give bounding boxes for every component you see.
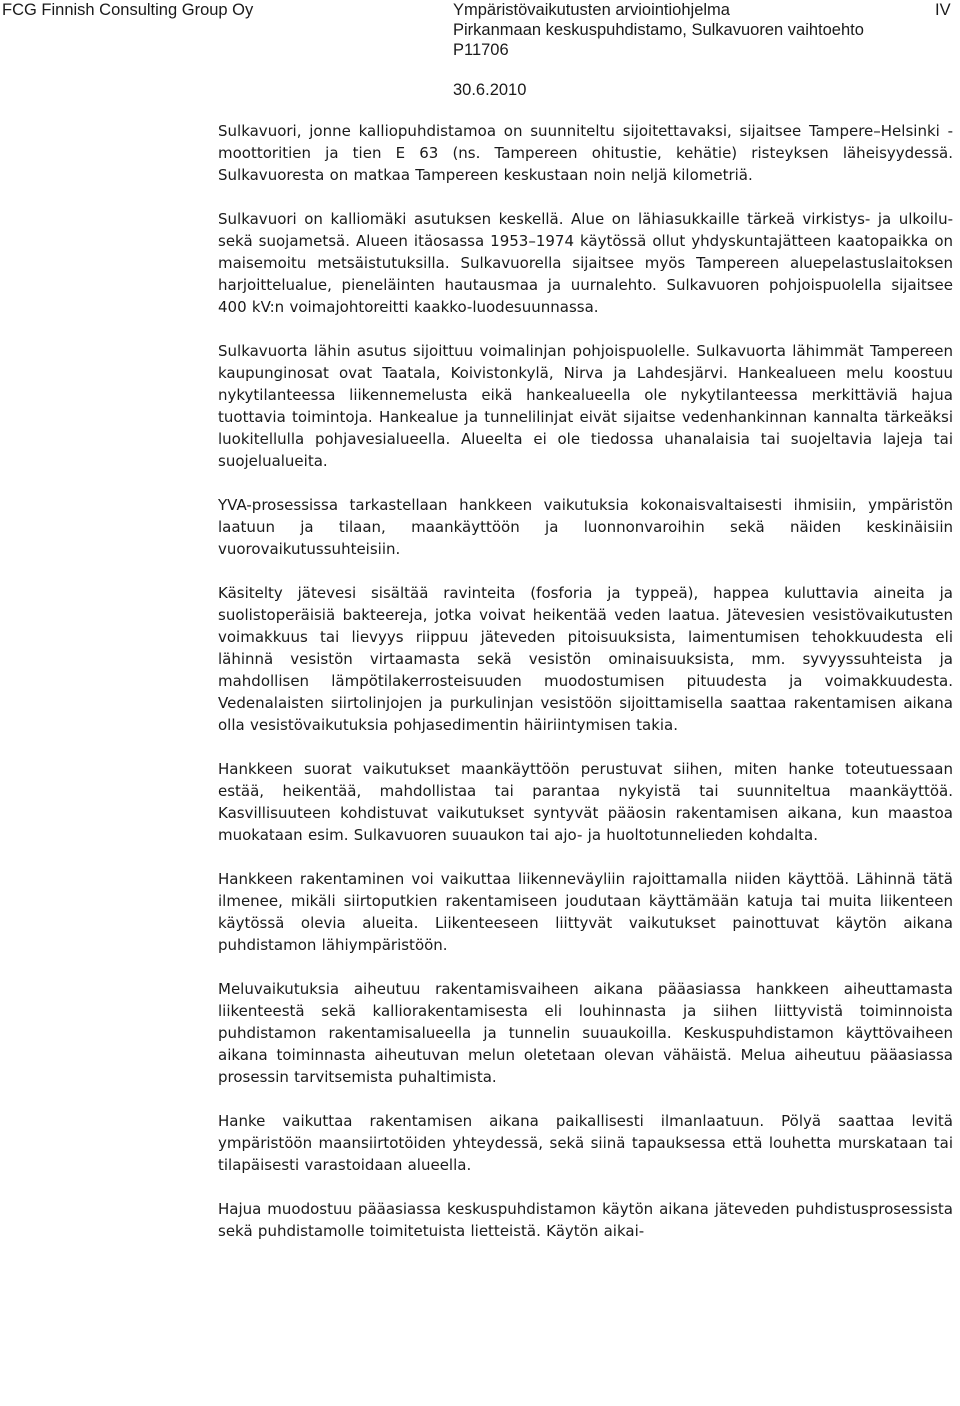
document-meta <box>453 0 864 60</box>
project-name: Pirkanmaan keskuspuhdistamo, Sulkavuoren vaihtoehto <box>453 21 864 39</box>
paragraph-wastewater-effects: Käsitelty jätevesi sisältää ravinteita (fosforia ja typpeä), happea kuluttavia aineita ja suolistoperäisiä bakteereja, jotka voivat heikentää veden laatua. Jätevesien vesistövaikutusten voimakkuus tai lievyys riippuu jäteveden pitoisuuksista, laimentumisen tehokkuudesta eli lähinnä vesistön virtaamasta sekä vesistön ominaisuuksista, mm. syvyyssuhteista ja mahdollisen lämpötilakerrosteisuuden muodostumisen pituudesta ja voimakkuudesta. Vedenalaisten siirtolinjojen ja purkulinjan vesistöön sijoittamisella saattaa rakentamisen aikana olla vesistövaikutuksia pohjasedimentin häiriintymisen takia. <box>218 584 953 734</box>
paragraph-location: Sulkavuori, jonne kalliopuhdistamoa on suunniteltu sijoitettavaksi, sijaitsee Tampere–Helsinki -moottoritien ja tien E 63 (ns. Tampereen ohitustie, kehätie) risteyksen läheisyydessä. Sulkavuoresta on matkaa Tampereen keskustaan noin neljä kilometriä. <box>218 122 953 184</box>
paragraph-sulkavuori-area: Sulkavuori on kalliomäki asutuksen keskellä. Alue on lähiasukkaille tärkeä virkistys- ja ulkoilu- sekä suojametsä. Alueen itäosassa 1953–1974 käytössä ollut yhdyskuntajätteen kaatopaikka on maisemoitu metsäistutuksilla. Sulkavuorella sijaitsee myös Tampereen aluepelastuslaitoksen harjoittelualue, pieneläinten hautausmaa ja uurnalehto. Sulkavuoren pohjoispuolella sijaitsee 400 kV:n voimajohtoreitti kaakko-luodesuunnassa. <box>218 210 953 316</box>
paragraph-traffic: Hankkeen rakentaminen voi vaikuttaa liikenneväyliin rajoittamalla niiden käyttöä. Lähinnä tätä ilmenee, mikäli siirtoputkien rakentamiseen joudutaan käyttämään katuja tai muita liikenteen käytössä olevia alueita. Liikenteeseen liittyvät vaikutukset painottuvat käytön aikana puhdistamon lähiympäristöön. <box>218 870 953 954</box>
paragraph-yva-process: YVA-prosessissa tarkastellaan hankkeen vaikutuksia kokonaisvaltaisesti ihmisiin, ympäristön laatuun ja tilaan, maankäyttöön ja luonnonvaroihin sekä näiden keskinäisiin vuorovaikutussuhteisiin. <box>218 496 953 558</box>
paragraph-land-use: Hankkeen suorat vaikutukset maankäyttöön perustuvat siihen, miten hanke toteutuessaan estää, heikentää, mahdollistaa tai parantaa nykyistä tai suunniteltua maankäyttöä. Kasvillisuuteen kohdistuvat vaikutukset syntyvät pääosin rakentamisen aikana, kun maastoa muokataan esim. Sulkavuoren suuaukon tai ajo- ja huoltotunnelieden kohdalta. <box>218 760 953 844</box>
company-name: FCG Finnish Consulting Group Oy <box>2 1 254 19</box>
paragraph-odour: Hajua muodostuu pääasiassa keskuspuhdistamon käytön aikana jäteveden puhdistusprosessista sekä puhdistamolle toimitetuista lietteistä. Käytön aikai- <box>218 1200 953 1240</box>
document-body <box>218 120 953 1264</box>
appendix-number: IV <box>935 1 951 19</box>
page-header <box>0 0 960 100</box>
project-code: P11706 <box>453 41 509 59</box>
document-date: 30.6.2010 <box>453 81 527 99</box>
paragraph-air-quality: Hanke vaikuttaa rakentamisen aikana paikallisesti ilmanlaatuun. Pölyä saattaa levitä ympäristöön maansiirtotöiden yhteydessä, sekä siinä tapauksessa että louhetta murskataan tai tilapäisesti varastoidaan alueella. <box>218 1112 953 1174</box>
document-title: Ympäristövaikutusten arviointiohjelma <box>453 1 730 19</box>
paragraph-noise: Meluvaikutuksia aiheutuu rakentamisvaiheen aikana pääasiassa hankkeen aiheuttamasta liikenteestä sekä kalliorakentamisesta eli louhinnasta ja siihen liittyvistä toiminnoista puhdistamon rakentamisalueella ja tunnelin suuaukoilla. Keskuspuhdistamon käyttövaiheen aikana toiminnasta aiheutuvan melun oletetaan olevan vähäistä. Melua aiheutuu pääasiassa prosessin tarvitsemista puhaltimista. <box>218 980 953 1086</box>
paragraph-nearby-settlement: Sulkavuorta lähin asutus sijoittuu voimalinjan pohjoispuolelle. Sulkavuorta lähimmät Tampereen kaupunginosat ovat Taatala, Koivistonkylä, Nirva ja Lahdesjärvi. Hankealueen melu koostuu nykytilanteessa liikennemelusta eikä hankealueella ole nykytilanteessa merkittäviä hajua tuottavia toimintoja. Hankealue ja tunnelilinjat eivät sijaitse vedenhankinnan kannalta tärkeäksi luokitellulla pohjavesialueella. Alueelta ei ole tiedossa uhanalaisia tai suojeltavia lajeja tai suojelualueita. <box>218 342 953 470</box>
